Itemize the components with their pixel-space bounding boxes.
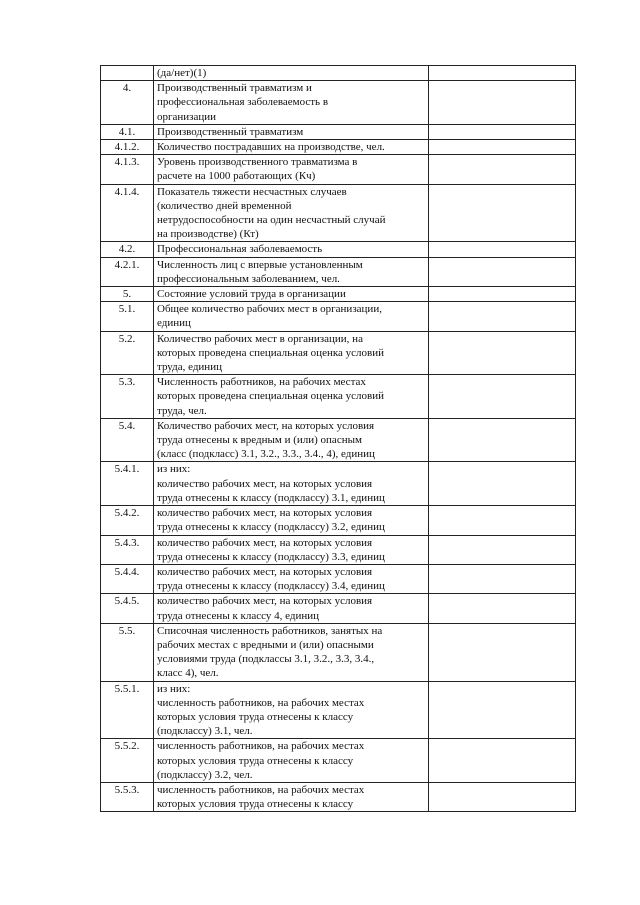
description-line: количество рабочих мест, на которых условия	[157, 565, 373, 578]
row-number: 4.1.4.	[101, 184, 154, 242]
description-line: которых условия труда отнесены к классу	[157, 710, 354, 723]
description-line: труда отнесены к классу (подклассу) 3.1, единиц	[157, 491, 385, 504]
row-value-cell	[429, 506, 576, 535]
description-line: которых проведена специальная оценка условий	[157, 346, 384, 359]
description-line: численность работников, на рабочих местах	[157, 740, 365, 753]
row-number: 5.4.3.	[101, 535, 154, 564]
description-line: количество рабочих мест, на которых условия	[157, 477, 373, 490]
row-value-cell	[429, 375, 576, 419]
row-description	[154, 242, 429, 257]
table-row	[101, 739, 576, 783]
row-description	[154, 739, 429, 783]
table-row	[101, 564, 576, 593]
row-number: 5.4.1.	[101, 462, 154, 506]
row-number: 4.1.2.	[101, 140, 154, 155]
row-description	[154, 623, 429, 681]
description-line: Общее количество рабочих мест в организации,	[157, 303, 382, 316]
description-line: Количество рабочих мест, на которых условия	[157, 419, 375, 432]
table-row	[101, 535, 576, 564]
description-line: Производственный травматизм и	[157, 82, 312, 95]
description-line: численность работников, на рабочих местах	[157, 696, 365, 709]
description-line: условиями труда (подклассы 3.1, 3.2., 3.3, 3.4.,	[157, 653, 375, 666]
description-line: нетрудоспособности на один несчастный случай	[157, 214, 386, 227]
row-value-cell	[429, 257, 576, 286]
description-line: труда отнесены к классу (подклассу) 3.2, единиц	[157, 521, 385, 534]
description-line: труда отнесены к классу 4, единиц	[157, 609, 320, 622]
row-number: 4.1.3.	[101, 155, 154, 184]
row-value-cell	[429, 140, 576, 155]
row-number: 5.2.	[101, 331, 154, 375]
description-line: Производственный травматизм	[157, 125, 304, 138]
row-description	[154, 287, 429, 302]
description-line: труда, чел.	[157, 404, 207, 417]
description-line: Списочная численность работников, занятых на	[157, 624, 383, 637]
row-description	[154, 81, 429, 125]
description-line: Количество рабочих мест в организации, на	[157, 332, 363, 345]
description-line: труда отнесены к классу (подклассу) 3.3, единиц	[157, 550, 385, 563]
row-value-cell	[429, 681, 576, 739]
description-line: единиц	[157, 317, 191, 330]
table-row	[101, 681, 576, 739]
row-number: 5.4.2.	[101, 506, 154, 535]
row-description	[154, 375, 429, 419]
row-number: 5.3.	[101, 375, 154, 419]
description-line: труда, единиц	[157, 361, 222, 374]
row-value-cell	[429, 155, 576, 184]
row-description	[154, 564, 429, 593]
row-value-cell	[429, 564, 576, 593]
description-line: (да/нет)(1)	[157, 67, 207, 79]
table-row	[101, 506, 576, 535]
table-row	[101, 155, 576, 184]
row-value-cell	[429, 287, 576, 302]
row-number: 4.	[101, 81, 154, 125]
row-description	[154, 124, 429, 139]
row-number: 5.4.4.	[101, 564, 154, 593]
description-line: труда отнесены к классу (подклассу) 3.4, единиц	[157, 580, 385, 593]
row-value-cell	[429, 535, 576, 564]
description-line: которых условия труда отнесены к классу	[157, 798, 354, 811]
row-description	[154, 184, 429, 242]
row-number: 5.1.	[101, 302, 154, 331]
description-line: Состояние условий труда в организации	[157, 288, 346, 301]
table-row	[101, 594, 576, 623]
row-description	[154, 302, 429, 331]
description-line: Профессиональная заболеваемость	[157, 243, 323, 256]
table-row	[101, 66, 576, 81]
row-description	[154, 155, 429, 184]
row-value-cell	[429, 739, 576, 783]
row-description	[154, 140, 429, 155]
row-value-cell	[429, 242, 576, 257]
row-value-cell	[429, 302, 576, 331]
row-description	[154, 681, 429, 739]
row-description	[154, 66, 429, 81]
table-row	[101, 184, 576, 242]
row-number	[101, 66, 154, 81]
description-line: которых условия труда отнесены к классу	[157, 754, 354, 767]
table-row	[101, 782, 576, 811]
table-row	[101, 140, 576, 155]
table-row	[101, 242, 576, 257]
row-description	[154, 418, 429, 462]
description-line: количество рабочих мест, на которых условия	[157, 536, 373, 549]
description-line: профессиональная заболеваемость в	[157, 96, 329, 109]
table-row	[101, 418, 576, 462]
row-number: 4.2.	[101, 242, 154, 257]
row-number: 5.4.5.	[101, 594, 154, 623]
row-number: 5.	[101, 287, 154, 302]
row-value-cell	[429, 623, 576, 681]
description-line: из них:	[157, 682, 191, 695]
table-row	[101, 375, 576, 419]
row-value-cell	[429, 331, 576, 375]
row-number: 5.5.3.	[101, 782, 154, 811]
row-number: 4.2.1.	[101, 257, 154, 286]
description-line: профессиональным заболеванием, чел.	[157, 272, 340, 285]
description-line: количество рабочих мест, на которых условия	[157, 507, 373, 520]
table-row	[101, 257, 576, 286]
row-number: 4.1.	[101, 124, 154, 139]
description-line: (класс (подкласс) 3.1, 3.2., 3.3., 3.4., 4), единиц	[157, 448, 375, 461]
row-description	[154, 594, 429, 623]
table-row	[101, 623, 576, 681]
table-row	[101, 331, 576, 375]
row-description	[154, 257, 429, 286]
row-value-cell	[429, 418, 576, 462]
table-row	[101, 124, 576, 139]
description-line: Уровень производственного травматизма в	[157, 156, 358, 169]
description-line: из них:	[157, 463, 191, 476]
description-line: на производстве) (Кт)	[157, 228, 259, 241]
description-line: Численность лиц с впервые установленным	[157, 258, 363, 271]
description-line: (подклассу) 3.1, чел.	[157, 725, 253, 738]
row-number: 5.5.2.	[101, 739, 154, 783]
row-description	[154, 331, 429, 375]
row-value-cell	[429, 124, 576, 139]
table-row	[101, 302, 576, 331]
description-line: труда отнесены к вредным и (или) опасным	[157, 434, 362, 447]
table-body	[101, 66, 576, 812]
row-value-cell	[429, 66, 576, 81]
description-line: Показатель тяжести несчастных случаев	[157, 185, 347, 198]
row-value-cell	[429, 462, 576, 506]
row-number: 5.4.	[101, 418, 154, 462]
row-value-cell	[429, 782, 576, 811]
description-line: (количество дней временной	[157, 199, 292, 212]
row-value-cell	[429, 184, 576, 242]
description-line: количество рабочих мест, на которых условия	[157, 595, 373, 608]
description-line: численность работников, на рабочих местах	[157, 783, 365, 796]
row-description	[154, 782, 429, 811]
row-description	[154, 462, 429, 506]
row-number: 5.5.1.	[101, 681, 154, 739]
row-description	[154, 506, 429, 535]
row-value-cell	[429, 594, 576, 623]
description-line: расчете на 1000 работающих (Кч)	[157, 170, 316, 183]
row-value-cell	[429, 81, 576, 125]
indicators-table	[100, 65, 576, 812]
description-line: которых проведена специальная оценка условий	[157, 390, 384, 403]
description-line: Количество пострадавших на производстве, чел.	[157, 141, 385, 154]
table-row	[101, 462, 576, 506]
row-description	[154, 535, 429, 564]
description-line: Численность работников, на рабочих местах	[157, 376, 366, 389]
description-line: (подклассу) 3.2, чел.	[157, 768, 253, 781]
description-line: класс 4), чел.	[157, 667, 219, 680]
table-row	[101, 81, 576, 125]
description-line: рабочих местах с вредными и (или) опасными	[157, 638, 374, 651]
table-row	[101, 287, 576, 302]
row-number: 5.5.	[101, 623, 154, 681]
description-line: организации	[157, 110, 217, 123]
